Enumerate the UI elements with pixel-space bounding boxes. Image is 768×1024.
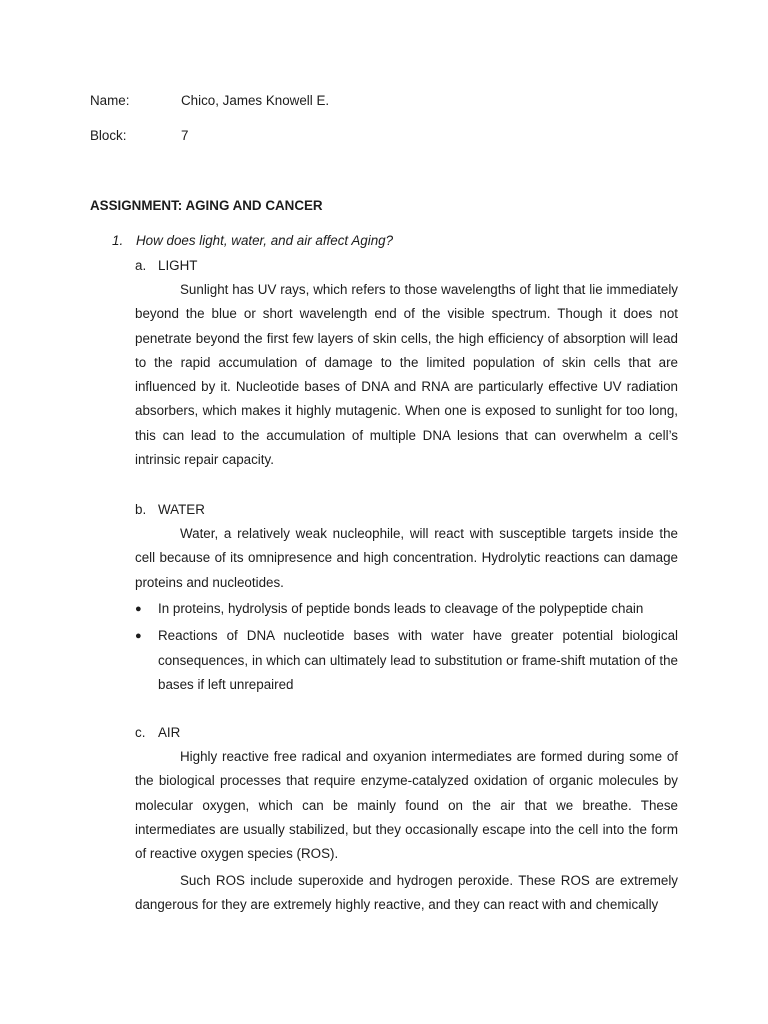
- section-light-letter: a.: [135, 258, 147, 273]
- bullet-item: [135, 624, 678, 697]
- question-number: 1.: [112, 233, 124, 248]
- block-value: 7: [181, 128, 189, 143]
- bullet-icon: ●: [135, 630, 142, 643]
- name-value: Chico, James Knowell E.: [181, 93, 330, 108]
- section-air-paragraph-2: Such ROS include superoxide and hydrogen peroxide. These ROS are extremely dangerous for they are extremely highly reactive, and they can react with and chemically: [135, 873, 678, 913]
- question-text: How does light, water, and air affect Aging?: [136, 233, 394, 248]
- section-air-letter: c.: [135, 725, 146, 740]
- bullet-item: [135, 597, 678, 621]
- bullet-icon: ●: [135, 603, 142, 615]
- section-water-bullets: [135, 597, 678, 697]
- section-air-title: AIR: [158, 725, 181, 740]
- section-light-heading: [135, 256, 197, 276]
- section-water-letter: b.: [135, 502, 147, 517]
- bullet-text: In proteins, hydrolysis of peptide bonds leads to cleavage of the polypeptide chain: [158, 601, 644, 616]
- assignment-title: ASSIGNMENT: AGING AND CANCER: [90, 198, 323, 213]
- section-air-heading: [135, 723, 180, 743]
- section-water-title: WATER: [158, 502, 205, 517]
- section-light-title: LIGHT: [158, 258, 198, 273]
- question-1: [112, 231, 393, 251]
- block-label: Block:: [90, 128, 127, 143]
- section-air-paragraph-1: Highly reactive free radical and oxyanion intermediates are formed during some of the biological processes that require enzyme-catalyzed oxidation of organic molecules by molecular oxygen, which can be mainly found on the air that we breathe. These intermediates are usually stabilized, but they occasionally escape into the cell into the form of reactive oxygen species (ROS).: [135, 749, 678, 862]
- name-label: Name:: [90, 93, 130, 108]
- section-water-paragraph: Water, a relatively weak nucleophile, will react with susceptible targets inside the cell because of its omnipresence and high concentration. Hydrolytic reactions can damage proteins and nucleotides.: [135, 526, 678, 590]
- section-water-heading: [135, 500, 205, 520]
- section-light-paragraph: Sunlight has UV rays, which refers to those wavelengths of light that lie immediately beyond the blue or short wavelength end of the visible spectrum. Though it does not penetrate beyond the first few layers of skin cells, the high efficiency of absorption will lead to the rapid accumulation of damage to the limited population of skin cells that are influenced by it. Nucleotide bases of DNA and RNA are particularly effective UV radiation absorbers, which makes it highly mutagenic. When one is exposed to sunlight for too long, this can lead to the accumulation of multiple DNA lesions that can overwhelm a cell’s intrinsic repair capacity.: [135, 282, 678, 468]
- bullet-text: Reactions of DNA nucleotide bases with water have greater potential biological consequences, in which can ultimately lead to substitution or frame-shift mutation of the bases if left unrepaired: [158, 628, 678, 692]
